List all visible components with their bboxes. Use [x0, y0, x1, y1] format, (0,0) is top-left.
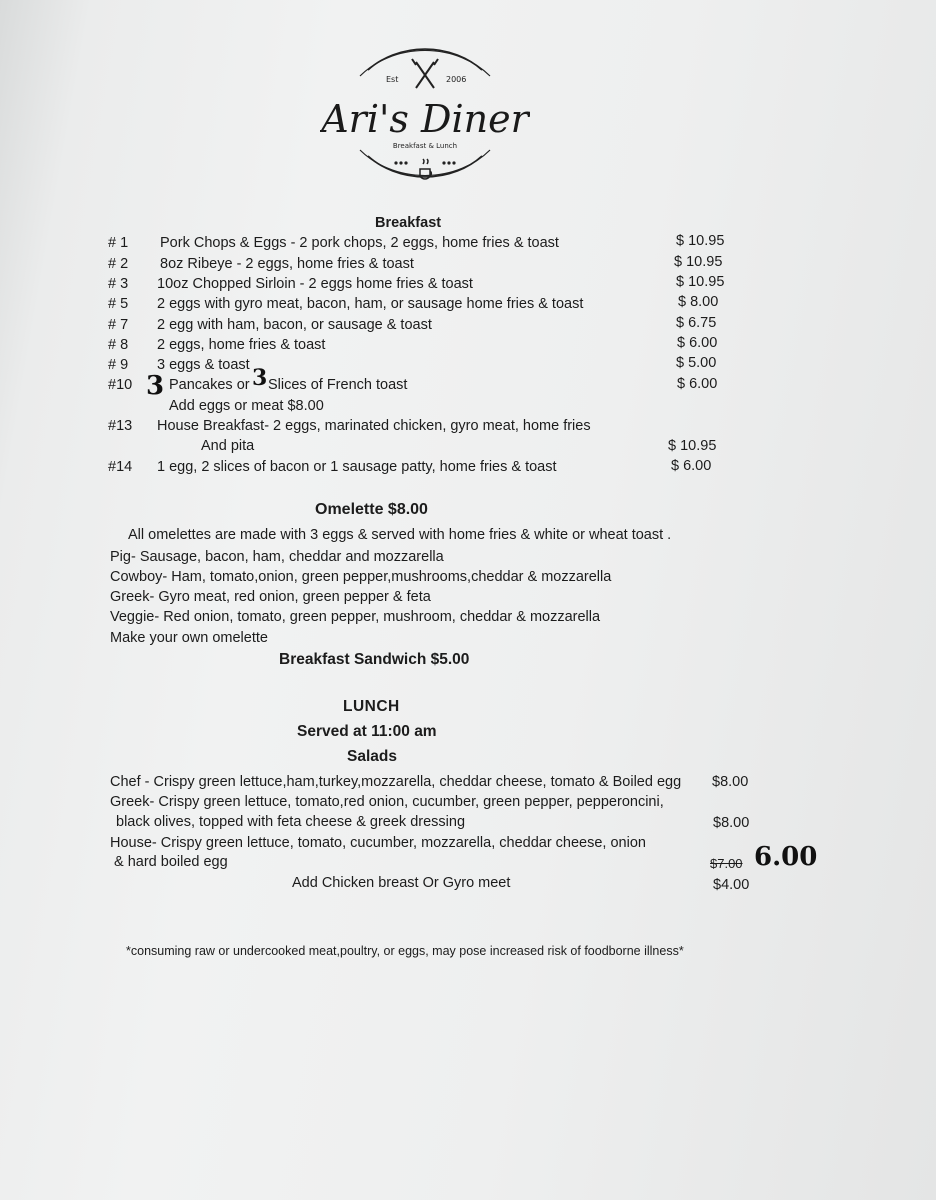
salads-heading: Salads: [347, 748, 397, 765]
item-price: $ 5.00: [676, 355, 717, 371]
item-number: # 3: [108, 276, 129, 292]
item-price: $ 10.95: [676, 233, 725, 249]
item-description: Pork Chops & Eggs - 2 pork chops, 2 eggs, home fries & toast: [160, 235, 559, 251]
salad-price: $8.00: [713, 815, 750, 831]
item-description: House Breakfast- 2 eggs, marinated chicken, gyro meat, home fries: [157, 418, 591, 434]
omelette-line: Pig- Sausage, bacon, ham, cheddar and mozzarella: [110, 549, 444, 565]
omelette-line: Veggie- Red onion, tomato, green pepper, mushroom, cheddar & mozzarella: [110, 609, 601, 625]
salad-old-price: $7.00: [710, 856, 743, 871]
item-number: # 1: [108, 235, 129, 251]
item-number: # 8: [108, 337, 129, 353]
sandwich-heading: Breakfast Sandwich $5.00: [279, 651, 470, 668]
logo-name: Ari's Diner: [321, 97, 529, 141]
item-description: 2 eggs with gyro meat, bacon, ham, or sausage home fries & toast: [157, 296, 584, 312]
lunch-heading: LUNCH: [343, 698, 400, 715]
item-number: # 9: [108, 357, 129, 373]
item-price: $ 10.95: [668, 438, 717, 454]
item-price: $ 8.00: [678, 294, 719, 310]
item-description: 2 egg with ham, bacon, or sausage & toast: [157, 317, 432, 333]
item-number: #10: [108, 377, 133, 393]
salad-description-cont: & hard boiled egg: [114, 854, 228, 870]
fork-knife-icon: [412, 59, 438, 88]
item-description: 10oz Chopped Sirloin - 2 eggs home fries & toast: [157, 276, 473, 292]
omelette-heading: Omelette $8.00: [315, 501, 428, 518]
diner-logo: [320, 42, 530, 192]
item-price: $ 6.75: [676, 315, 717, 331]
dots-icon: [394, 161, 455, 164]
food-safety-disclaimer: *consuming raw or undercooked meat,poultry, or eggs, may pose increased risk of foodborne illness*: [126, 944, 684, 958]
item-subnote: Add eggs or meat $8.00: [169, 398, 324, 414]
omelette-line: Make your own omelette: [110, 630, 268, 646]
item-number: # 7: [108, 317, 129, 333]
item-price: $ 6.00: [671, 458, 712, 474]
item-price: $ 6.00: [677, 376, 718, 392]
logo-est: Est: [386, 75, 399, 84]
salad-description: Chef - Crispy green lettuce,ham,turkey,mozzarella, cheddar cheese, tomato & Boiled egg: [110, 774, 682, 790]
item-description: Pancakes or: [169, 377, 250, 393]
item-number: # 5: [108, 296, 129, 312]
addon-description: Add Chicken breast Or Gyro meet: [292, 875, 511, 891]
salad-description: House- Crispy green lettuce, tomato, cucumber, mozzarella, cheddar cheese, onion: [110, 835, 646, 851]
item-price: $ 10.95: [674, 254, 723, 270]
item-price: $ 6.00: [677, 335, 718, 351]
item-description-cont: And pita: [201, 438, 255, 454]
omelette-intro: All omelettes are made with 3 eggs & served with home fries & white or wheat toast .: [128, 527, 672, 543]
item-number: #13: [108, 418, 133, 434]
item-description: Slices of French toast: [268, 377, 408, 393]
item-description: 1 egg, 2 slices of bacon or 1 sausage patty, home fries & toast: [157, 459, 557, 475]
salad-price: $8.00: [712, 774, 749, 790]
lunch-served-time: Served at 11:00 am: [297, 723, 437, 740]
item-number: #14: [108, 459, 133, 475]
omelette-line: Cowboy- Ham, tomato,onion, green pepper,mushrooms,cheddar & mozzarella: [110, 569, 612, 585]
logo-year: 2006: [446, 75, 467, 84]
item-description: 3 eggs & toast: [157, 357, 250, 373]
item-number: # 2: [108, 256, 129, 272]
omelette-line: Greek- Gyro meat, red onion, green pepper & feta: [110, 589, 431, 605]
salad-description-cont: black olives, topped with feta cheese & greek dressing: [116, 814, 466, 830]
addon-price: $4.00: [713, 877, 750, 893]
item-price: $ 10.95: [676, 274, 725, 290]
breakfast-heading: Breakfast: [375, 215, 442, 231]
item-description: 2 eggs, home fries & toast: [157, 337, 326, 353]
item-description: 8oz Ribeye - 2 eggs, home fries & toast: [160, 256, 414, 272]
handwritten-quantity: 3: [146, 371, 165, 401]
salad-handwritten-price: 6.00: [754, 842, 818, 872]
handwritten-quantity: 3: [252, 365, 268, 391]
salad-description: Greek- Crispy green lettuce, tomato,red onion, cucumber, green pepper, pepperoncini,: [110, 794, 664, 810]
logo-tagline: Breakfast & Lunch: [392, 142, 458, 150]
